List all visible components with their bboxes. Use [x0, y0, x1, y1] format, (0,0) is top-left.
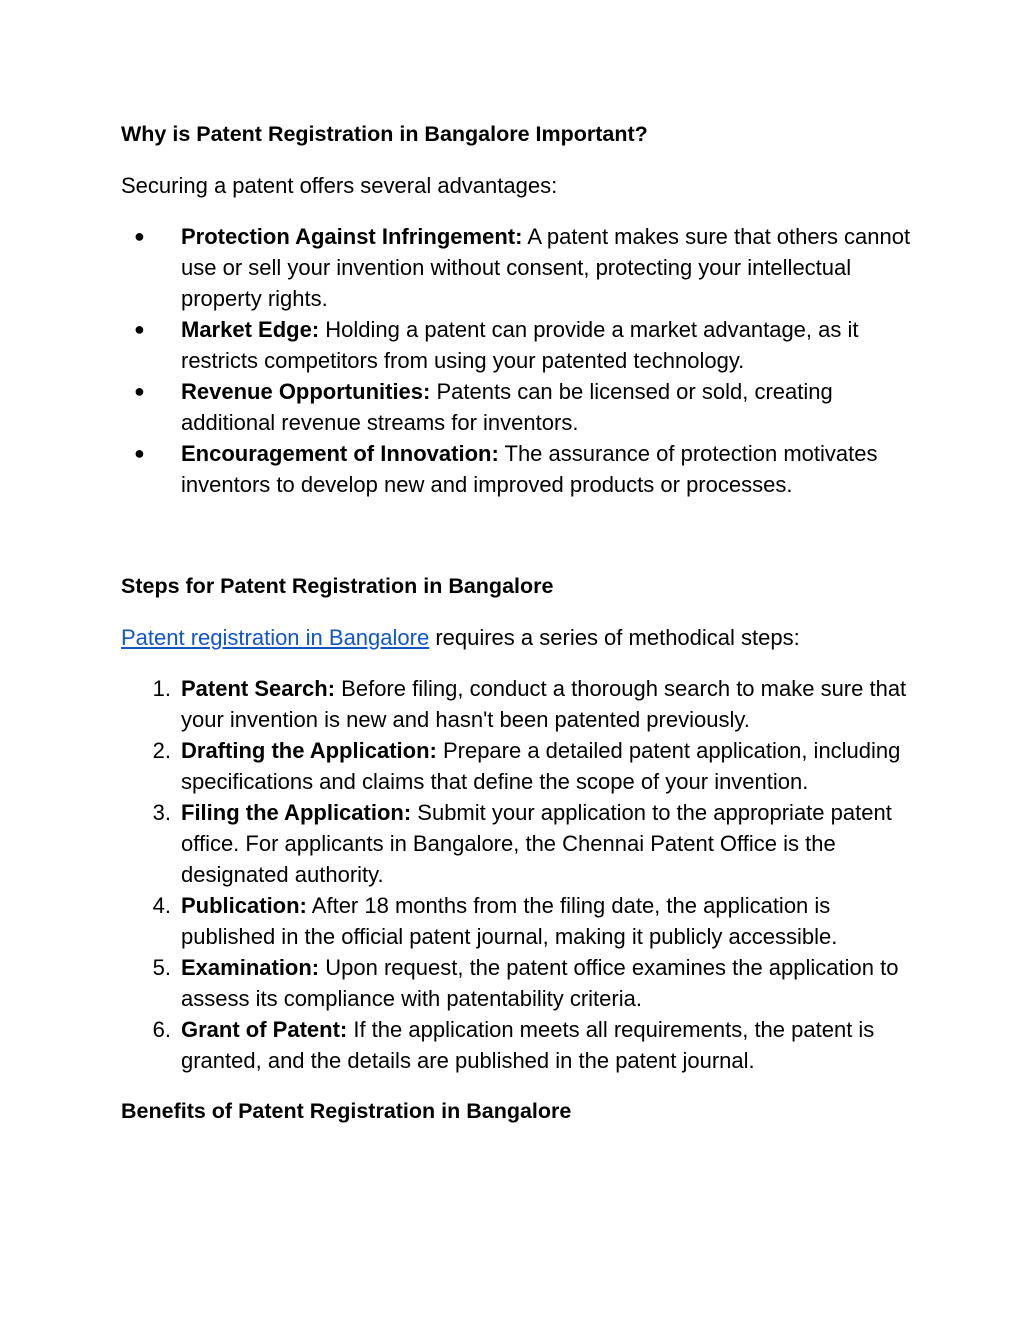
- item-text: After 18 months from the filing date, the application is published in the official patent journal, making it publicly accessible.: [181, 893, 838, 949]
- importance-intro: Securing a patent offers several advantages:: [121, 173, 558, 198]
- list-item: [121, 1014, 911, 1076]
- item-text: Before filing, conduct a thorough search to make sure that your invention is new and hasn't been patented previously.: [181, 676, 907, 732]
- list-item: [121, 735, 911, 797]
- step-number: 3.: [152, 800, 171, 825]
- bullet-icon: ●: [134, 319, 145, 339]
- section-heading-benefits: Benefits of Patent Registration in Bangalore: [121, 1099, 572, 1123]
- steps-intro: [121, 622, 911, 653]
- section-heading-steps: Steps for Patent Registration in Bangalore: [121, 574, 554, 598]
- item-term: Market Edge:: [181, 317, 320, 342]
- step-number: 2.: [152, 738, 171, 763]
- list-item: [121, 890, 911, 952]
- item-term: Protection Against Infringement:: [181, 224, 523, 249]
- item-term: Drafting the Application:: [181, 738, 437, 763]
- item-text: Submit your application to the appropriate patent office. For applicants in Bangalore, the Chennai Patent Office is the designated authority.: [181, 800, 892, 887]
- list-item: [121, 797, 911, 890]
- item-text: Prepare a detailed patent application, including specifications and claims that define the scope of your invention.: [181, 738, 901, 794]
- item-term: Grant of Patent:: [181, 1017, 348, 1042]
- bullet-icon: ●: [134, 381, 145, 401]
- item-text: Upon request, the patent office examines the application to assess its compliance with patentability criteria.: [181, 955, 899, 1011]
- item-term: Examination:: [181, 955, 320, 980]
- steps-list: [121, 673, 911, 1076]
- item-term: Revenue Opportunities:: [181, 379, 431, 404]
- step-number: 5.: [152, 955, 171, 980]
- item-term: Filing the Application:: [181, 800, 412, 825]
- list-item: [121, 673, 911, 735]
- step-number: 6.: [152, 1017, 171, 1042]
- patent-registration-link[interactable]: Patent registration in Bangalore: [121, 625, 430, 650]
- item-text: Patents can be licensed or sold, creating additional revenue streams for inventors.: [181, 379, 833, 435]
- item-text: The assurance of protection motivates inventors to develop new and improved products or processes.: [181, 441, 878, 497]
- list-item: [121, 314, 911, 376]
- list-item: [121, 221, 911, 314]
- bullet-icon: ●: [134, 443, 145, 463]
- list-item: [121, 952, 911, 1014]
- item-term: Patent Search:: [181, 676, 336, 701]
- steps-intro-text: requires a series of methodical steps:: [429, 625, 800, 650]
- item-term: Publication:: [181, 893, 307, 918]
- list-item: [121, 438, 911, 500]
- item-text: A patent makes sure that others cannot use or sell your invention without consent, protecting your intellectual property rights.: [181, 224, 911, 311]
- bullet-icon: ●: [134, 226, 145, 246]
- item-term: Encouragement of Innovation:: [181, 441, 499, 466]
- section-heading-importance: Why is Patent Registration in Bangalore Important?: [121, 122, 648, 146]
- document-page: [121, 119, 911, 1127]
- item-text: If the application meets all requirements, the patent is granted, and the details are published in the patent journal.: [181, 1017, 875, 1073]
- item-text: Holding a patent can provide a market advantage, as it restricts competitors from using your patented technology.: [181, 317, 859, 373]
- list-item: [121, 376, 911, 438]
- advantages-list: [121, 221, 911, 500]
- step-number: 1.: [152, 676, 171, 701]
- step-number: 4.: [152, 893, 171, 918]
